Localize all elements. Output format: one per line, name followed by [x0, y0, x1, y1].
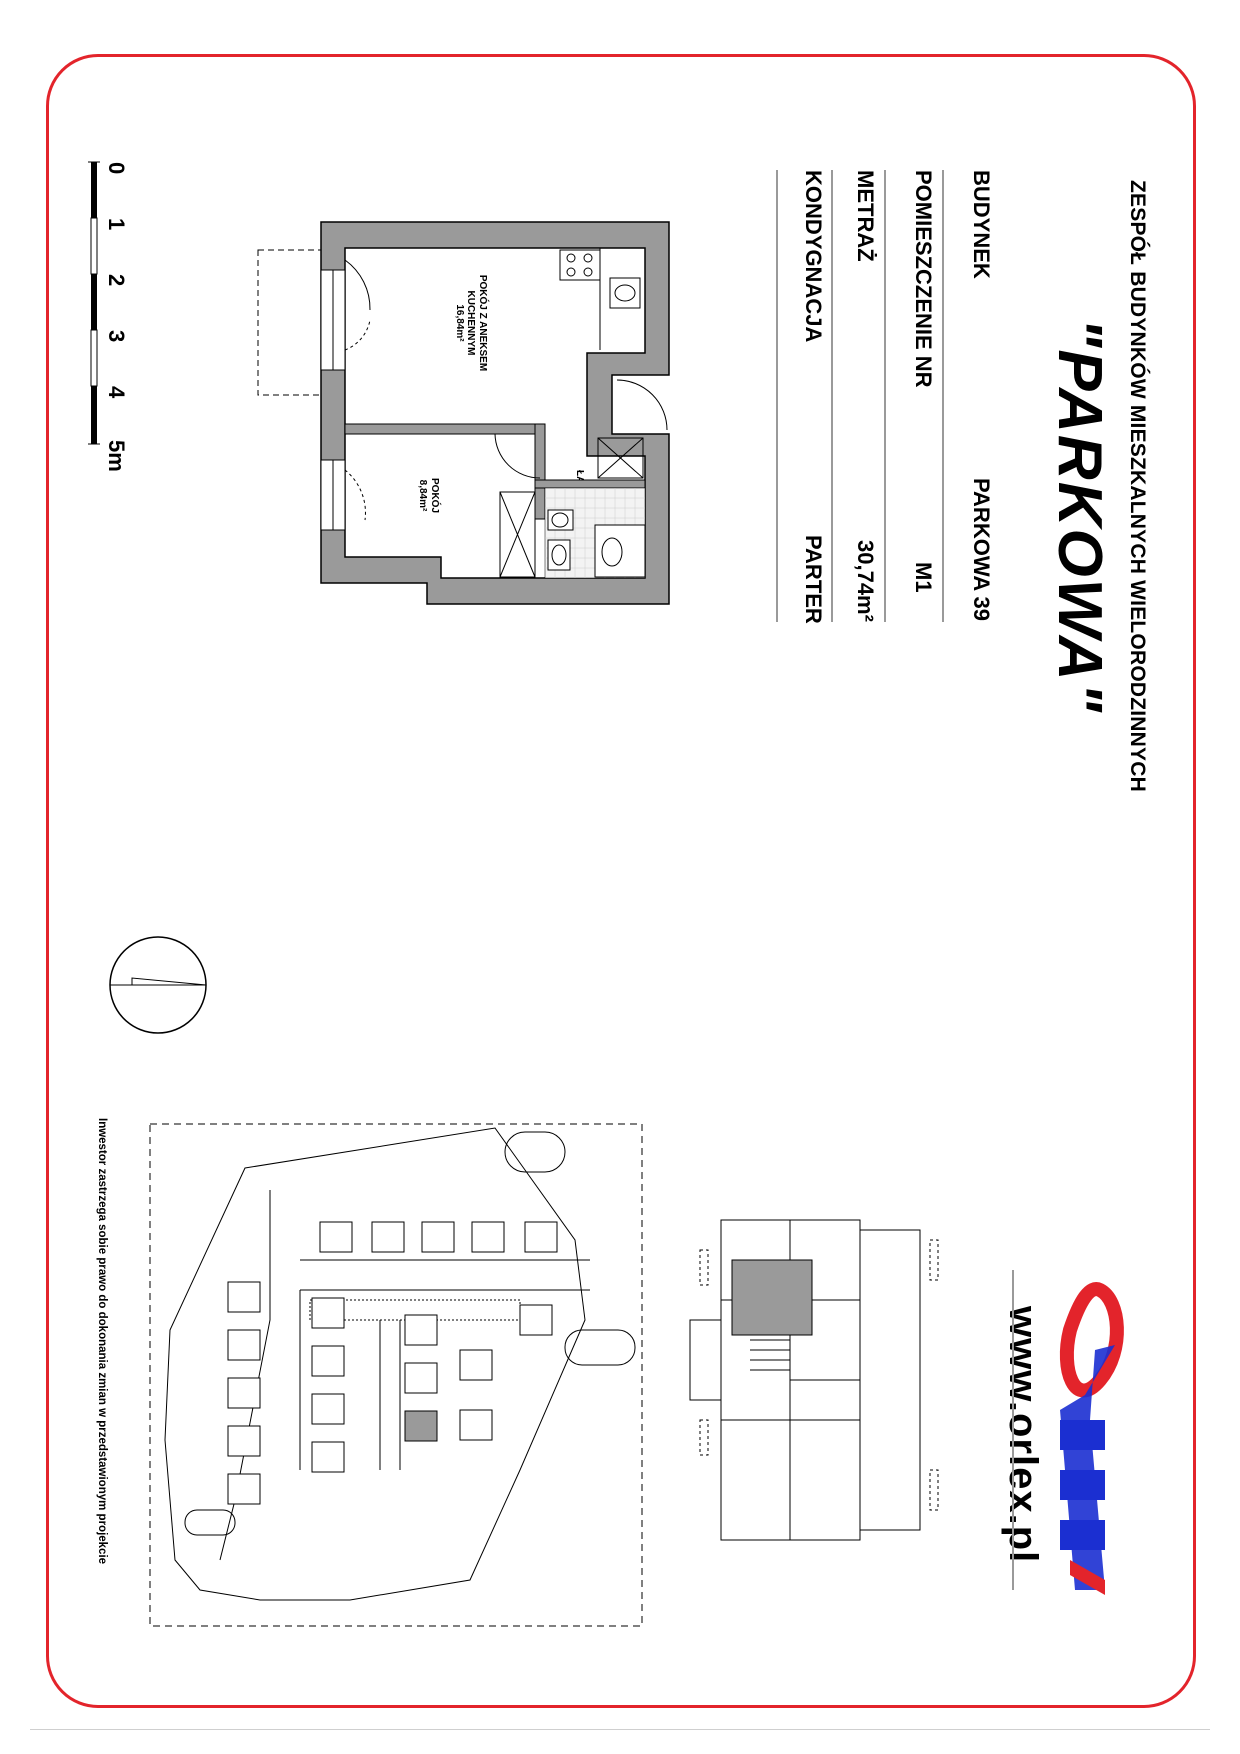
apartment-floor-plan [258, 222, 669, 604]
room-name: POKÓJ Z ANEKSEM KUCHENNYM [465, 274, 488, 372]
room-area: 16,84m² [454, 304, 465, 342]
scale-tick-label: 0 [104, 162, 129, 175]
kondygnacja-label: KONDYGNACJA [801, 170, 826, 343]
room-area: 8,84m² [417, 479, 429, 512]
site-plan [150, 1124, 642, 1626]
scale-tick-label: 3 [104, 330, 129, 343]
building-key-plan [690, 1220, 938, 1540]
budynek-label: BUDYNEK [969, 170, 994, 279]
scale-tick-label: 4 [104, 386, 129, 399]
project-title: "PARKOWA" [1045, 318, 1114, 714]
north-arrow-icon [110, 937, 206, 1033]
pomieszczenie-value: M1 [911, 562, 936, 593]
room-name: POKÓJ [429, 478, 440, 514]
scale-tick-label: 5m [104, 440, 129, 472]
disclaimer-text: Inwestor zastrzega sobie prawo do dokonania zmian w przedstawionym projekcie [96, 1118, 108, 1565]
pomieszczenie-label: POMIESZCZENIE NR [911, 170, 936, 388]
budynek-value: PARKOWA 39 [969, 478, 994, 622]
metraz-label: METRAŻ [853, 170, 878, 262]
scale-tick-label: 2 [104, 274, 129, 287]
highlighted-building [405, 1411, 437, 1441]
metraz-value: 30,74m² [853, 540, 878, 622]
project-subtitle: ZESPÓŁ BUDYNKÓW MIESZKALNYCH WIELORODZINNYCH [1126, 180, 1149, 792]
scale-tick-label: 1 [104, 218, 129, 231]
scale-bar [88, 162, 100, 444]
orlex-logo [1060, 1289, 1117, 1595]
company-url: www.orlex.pl [1001, 1306, 1045, 1564]
kondygnacja-value: PARTER [801, 535, 826, 624]
